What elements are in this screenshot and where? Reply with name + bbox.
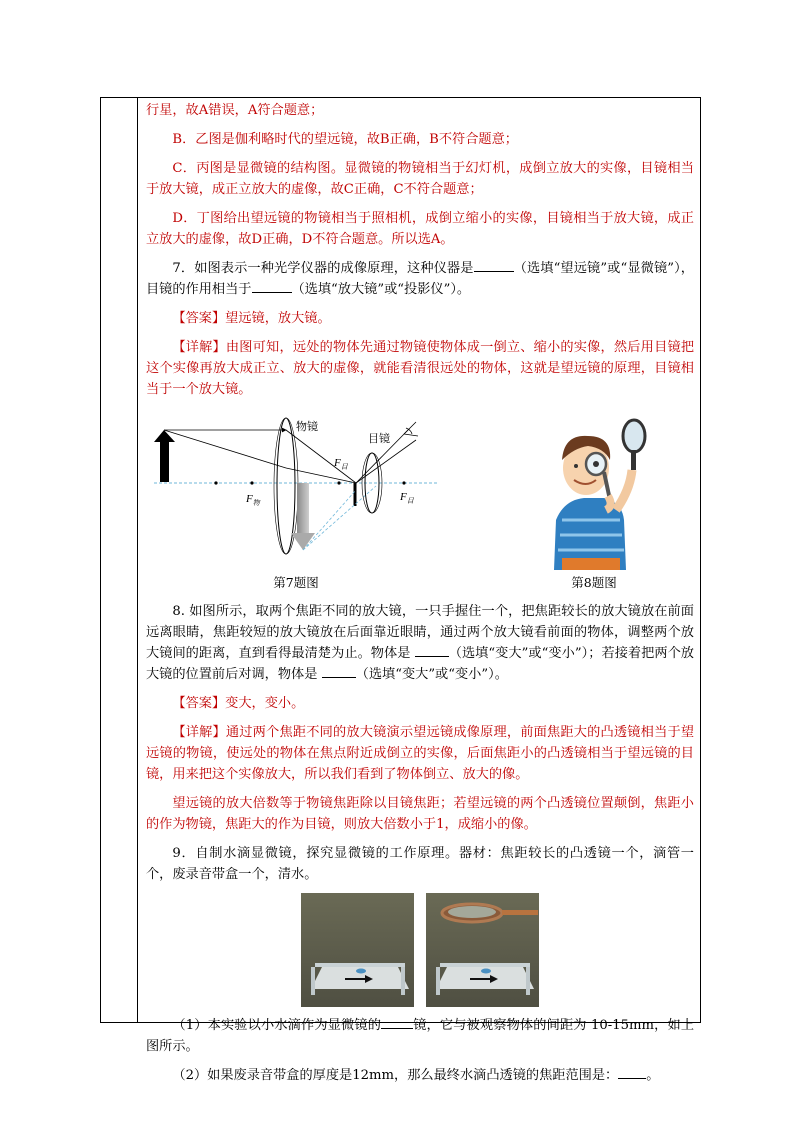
water-drop-photo-2 (426, 893, 539, 1007)
q8-text-c: （选填“变大”或“变小”）。 (355, 667, 508, 682)
answer-tag: 【答案】 (172, 696, 226, 711)
detail-tag: 【详解】 (172, 725, 226, 740)
figure-9-photos (146, 893, 694, 1007)
q9-p2-text-b: 。 (646, 1068, 660, 1083)
figure-7 (146, 410, 446, 593)
telescope-diagram (146, 410, 446, 570)
q8-blank-2[interactable] (322, 677, 356, 678)
q9-blank-1[interactable] (381, 1028, 413, 1029)
q8-answer (146, 693, 694, 714)
question-9-part-1 (146, 1015, 694, 1057)
water-drop-photo-1 (301, 893, 414, 1007)
q8-answer-text: 变大，变小。 (225, 696, 305, 711)
figure-row (146, 410, 694, 593)
q7-text-a: 7．如图表示一种光学仪器的成像原理，这种仪器是 (172, 261, 474, 276)
q8-text-b: （选填“变大”或“变小”）；若接着把两个放大镜的位置前后对调，物体是 (146, 646, 694, 682)
figure-7-caption: 第7题图 (273, 575, 319, 590)
svg-text:目镜: 目镜 (368, 433, 390, 445)
option-b: B．乙图是伽利略时代的望远镜，故B正确，B不符合题意； (172, 132, 518, 147)
q8-blank-1[interactable] (415, 656, 449, 657)
question-9-part-2 (146, 1065, 694, 1086)
eye-icon (404, 422, 418, 436)
q8-detail-text: 通过两个焦距不同的放大镜演示望远镜成像原理，前面焦距大的凸透镜相当于望远镜的物镜，使远处的物体在焦点附近成倒立的实像，后面焦距小的凸透镜相当于望远镜的目镜，用来把这个实像放大，所以我们看到了物体倒立、放大的像。 (146, 725, 695, 782)
q7-answer (146, 308, 694, 329)
q7-detail (146, 337, 694, 400)
q7-text-b: （选填“望远镜”或“显微镜”），目镜的作用相当于 (146, 261, 694, 297)
svg-text:F物: $F_物$ (246, 493, 260, 507)
q7-text-c: （选填“放大镜”或“投影仪”）。 (291, 282, 471, 297)
svg-text:F目: $F_目$ (400, 491, 414, 505)
figure-8 (534, 410, 654, 593)
answer-tag: 【答案】 (172, 311, 226, 326)
detail-tag: 【详解】 (172, 340, 226, 355)
option-a-end: 行星，故A错误，A符合题意； (146, 103, 324, 118)
q7-blank-2[interactable] (252, 292, 292, 293)
question-9-intro: 9．自制水滴显微镜，探究显微镜的工作原理。器材：焦距较长的凸透镜一个，滴管一个，废录音带盒一个，清水。 (146, 846, 694, 882)
q7-blank-1[interactable] (474, 271, 514, 272)
question-7 (146, 258, 694, 300)
svg-text:F目: $F_目$ (334, 457, 348, 471)
q8-text-a: 8. 如图所示，取两个焦距不同的放大镜，一只手握住一个，把焦距较长的放大镜放在前面远离眼睛，焦距较短的放大镜放在后面靠近眼睛，通过两个放大镜看前面的物体，调整两个放大镜间的距离，直到看得最清楚为止。物体是 (146, 604, 694, 661)
option-d: D．丁图给出望远镜的物镜相当于照相机，成倒立缩小的实像，目镜相当于放大镜，成正立放大的虚像，故D正确，D不符合题意。所以选A。 (146, 211, 694, 247)
q8-detail (146, 722, 694, 785)
q9-p1-text-a: （1）本实验以小水滴作为显微镜的 (172, 1018, 382, 1033)
q8-detail-2: 望远镜的放大倍数等于物镜焦距除以目镜焦距；若望远镜的两个凸透镜位置颠倒，焦距小的作为物镜，焦距大的作为目镜，则放大倍数小于1，成缩小的像。 (146, 796, 694, 832)
document-content (146, 100, 694, 1094)
q7-detail-text: 由图可知，远处的物体先通过物镜使物体成一倒立、缩小的实像，然后用目镜把这个实像再放大成正立、放大的虚像，就能看清很远处的物体，这就是望远镜的原理，目镜相当于一个放大镜。 (146, 340, 695, 397)
q9-blank-2[interactable] (618, 1078, 646, 1079)
svg-text:物镜: 物镜 (296, 421, 318, 433)
q9-p2-text-a: （2）如果废录音带盒的厚度是12mm，那么最终水滴凸透镜的焦距范围是： (172, 1068, 619, 1083)
question-8 (146, 601, 694, 685)
q7-answer-text: 望远镜，放大镜。 (225, 311, 331, 326)
q9-p1-text-b: 镜，它与被观察物体的间距为 10-15mm，如上图所示。 (146, 1018, 695, 1054)
figure-8-caption: 第8题图 (571, 575, 617, 590)
table-column-divider (137, 97, 138, 1023)
option-c: C．丙图是显微镜的结构图。显微镜的物镜相当于幻灯机，成倒立放大的实像，目镜相当于放大镜，成正立放大的虚像，故C正确，C不符合题意； (146, 161, 694, 197)
boy-with-magnifiers-illustration (534, 410, 654, 570)
